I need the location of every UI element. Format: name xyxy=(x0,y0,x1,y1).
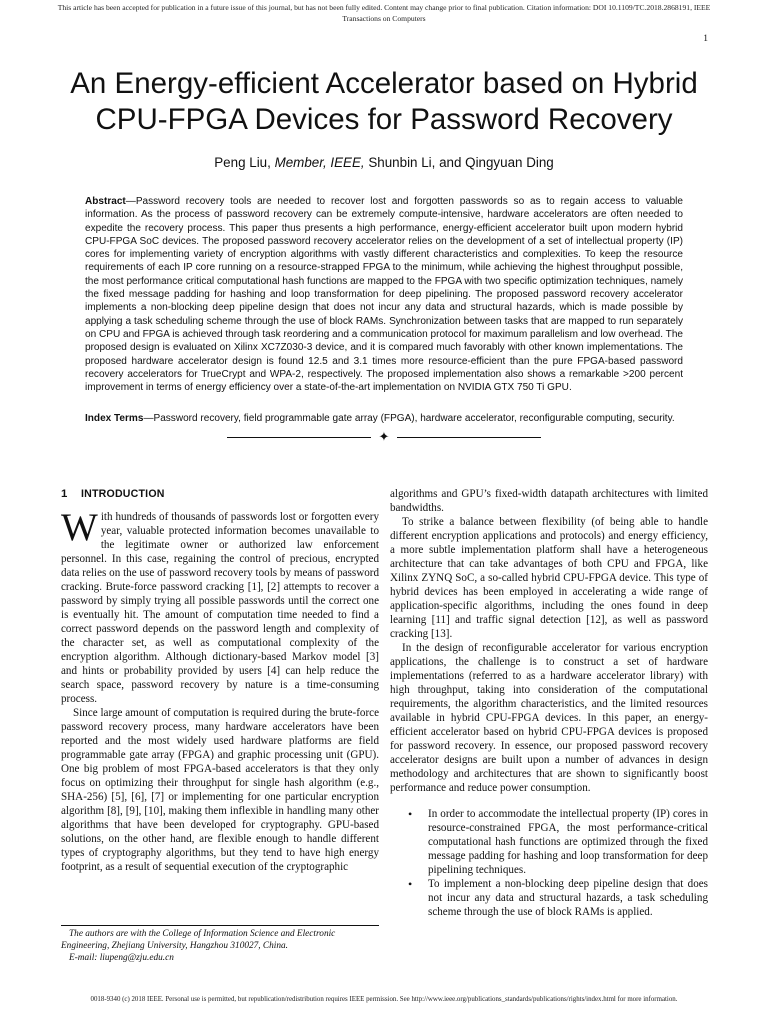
contribution-list xyxy=(390,807,708,919)
index-terms xyxy=(85,412,683,425)
bullet-icon: • xyxy=(408,877,413,891)
right-column xyxy=(390,487,708,919)
author-first: Peng Liu, xyxy=(214,155,271,170)
footnote-email: E-mail: liupeng@zju.edu.cn xyxy=(69,953,174,963)
author-rest: Shunbin Li, and Qingyuan Ding xyxy=(368,155,554,170)
footnote-affiliation: The authors are with the College of Information Science and Electronic Engineering, Zhejiang University, Hangzhou 310027, China. xyxy=(61,929,336,951)
section-title: INTRODUCTION xyxy=(81,488,165,500)
paper-title-line-2: CPU-FPGA Devices for Password Recovery xyxy=(95,103,673,136)
dropcap-letter: W xyxy=(61,506,98,549)
intro-paragraph-4: To strike a balance between flexibility (of being able to handle different encryption applications and protocols) and energy efficiency, a more subtle implementation platform shall have a heterogeneous architecture that can take advantages of both CPU and FPGA, like Xilinx ZYNQ SoC, a so-called hybrid CPU-FPGA device. This type of hybrid devices has been employed in accelerating a wide range of application-specific algorithms, including the ones found in deep learning [11] and traffic signal detection [12], as well as password cracking [13]. xyxy=(390,516,708,640)
list-item xyxy=(390,877,708,919)
author-list xyxy=(40,155,728,170)
copyright-notice: 0018-9340 (c) 2018 IEEE. Personal use is permitted, but republication/redistribution requires IEEE permission. See http://www.ieee.org/publications_standards/publications/rights/index.html for more information. xyxy=(90,996,678,1003)
list-item-text: To implement a non-blocking deep pipeline design that does not incur any data and structural hazards, a task scheduling scheme through the use of block RAMs is applied. xyxy=(428,878,708,918)
index-terms-text: —Password recovery, field programmable gate array (FPGA), hardware accelerator, reconfigurable computing, security. xyxy=(143,413,675,424)
paper-title-line-1: An Energy-efficient Accelerator based on Hybrid xyxy=(70,67,698,100)
section-heading xyxy=(61,487,379,501)
intro-paragraph-1-text: ith hundreds of thousands of passwords lost or forgotten every year, valuable protected information becomes unavailable to the legitimate owner or authorized law enforcement personnel. In this case, regaining the control of precious, encrypted data relies on the use of password recovery tools by means of password cracking. Brute-force password cracking [1], [2] attempts to recover a password by simply trying all possible passwords until the correct one is eventually hit. The amount of computation time needed to find a correct password depends on the password length and complexity of the character set, as well as computational complexity of the encryption algorithm. Although dictionary-based Markov model [3] and hints or probability provided by users [4] can help reduce the search space, password recovery by nature is a time-consuming process. xyxy=(61,511,379,705)
paper-title xyxy=(40,66,728,138)
left-column xyxy=(61,487,379,874)
intro-paragraph-1 xyxy=(61,506,379,706)
abstract xyxy=(85,195,683,394)
page-number: 1 xyxy=(703,34,708,44)
divider-ornament-icon: ✦ xyxy=(378,429,390,444)
author-membership: Member, IEEE, xyxy=(274,155,365,170)
intro-paragraph-3: algorithms and GPU’s fixed-width datapath architectures with limited bandwidths. xyxy=(390,488,708,514)
divider-rule-left xyxy=(227,437,371,438)
bullet-icon: • xyxy=(408,807,413,821)
abstract-label: Abstract xyxy=(85,196,126,207)
author-footnote xyxy=(61,928,379,964)
publication-notice xyxy=(22,3,746,24)
index-terms-label: Index Terms xyxy=(85,413,144,424)
list-item xyxy=(390,807,708,877)
intro-paragraph-2: Since large amount of computation is required during the brute-force password recovery process, many hardware accelerators have been reported and the most widely used hardware platforms are field programmable gate array (FPGA) and graphic processing unit (GPU). One big problem of most FPGA-based accelerators is that they only focus on optimizing their throughput for single hash algorithm (e.g., SHA-256) [5], [6], [7] or implementing for one particular encryption algorithm [8], [9], [10], making them inflexible in handling many other algorithms that have been developed for cryptography. GPU-based solutions, on the other hand, are flexible enough to handle different types of cryptography algorithms, but they tend to have high energy footprint, as a result of sequential execution of the cryptographic xyxy=(61,707,379,873)
publication-notice-line-2: Transactions on Computers xyxy=(342,13,426,23)
section-divider xyxy=(227,429,541,444)
divider-rule-right xyxy=(397,437,541,438)
abstract-text: —Password recovery tools are needed to recover lost and forgotten passwords so as to regain access to valuable information. As the process of password recovery can be extremely compute-intensive, hardware accelerators are often needed to expedite the recovery process. This paper thus presents a high performance, energy-efficient accelerator built upon modern hybrid CPU-FPGA SoC devices. The proposed password recovery accelerator relies on the development of a set of intellectual property (IP) cores for implementing variety of encryption algorithms with vastly different characteristics and complexities. To keep the resource requirements of each IP core running on a resource-strapped FPGA to the minimum, while achieving the highest throughput possible, the most performance critical computational hash functions are mapped to the FPGA with two specific optimization techniques, namely the fixed message padding for hashing and loop transformation for deep pipelining. The proposed password recovery accelerator implements a non-blocking deep pipeline design that does not incur any data and structural hazards, which is made possible by applying a task scheduling scheme through the use of block RAMs. Synchronization between tasks that are mapped to run separately on CPU and FPGA is achieved through task reordering and a communication protocol for maximum parallelism and low overhead. The proposed design is evaluated on Xilinx XC7Z030-3 device, and it is compared much favorably with other known implementations. The proposed hardware accelerator design is found 12.5 and 3.1 times more resource-efficient than the pure FPGA-based password recovery accelerators for TrueCrypt and WPA-2, respectively. The proposed implementation also shows a remarkable >200 percent improvement in terms of energy efficiency over a state-of-the-art implementation on NVIDIA GTX 750 Ti GPU. xyxy=(85,196,683,394)
footnote-rule xyxy=(61,925,379,926)
publication-notice-line-1: This article has been accepted for publication in a future issue of this journal, but has not been fully edited. Content may change prior to final publication. Citation information: DOI 10.1109/TC.2018.2868191, IEEE xyxy=(57,3,711,12)
list-item-text: In order to accommodate the intellectual property (IP) cores in resource-constrained FPGA, the most performance-critical computational hash functions are optimized through the fixed message padding for hashing and loop transformation for deep pipelining techniques. xyxy=(428,808,708,876)
section-number: 1 xyxy=(61,488,68,500)
intro-paragraph-5: In the design of reconfigurable accelerator for various encryption applications, the challenge is to construct a set of hardware implementations (referred to as a hardware accelerator library) with high throughput, taking into consideration of the computational requirements, the algorithm characteristics, and the limited resources available in hybrid CPU-FPGA devices. In this paper, an energy-efficient accelerator based on hybrid CPU-FPGA devices is proposed for password recovery. In essence, our proposed password recovery accelerator designs are built upon a number of advances in design methodology and architectures that are shown to significantly boost performance and reduce power consumption. xyxy=(390,642,708,794)
